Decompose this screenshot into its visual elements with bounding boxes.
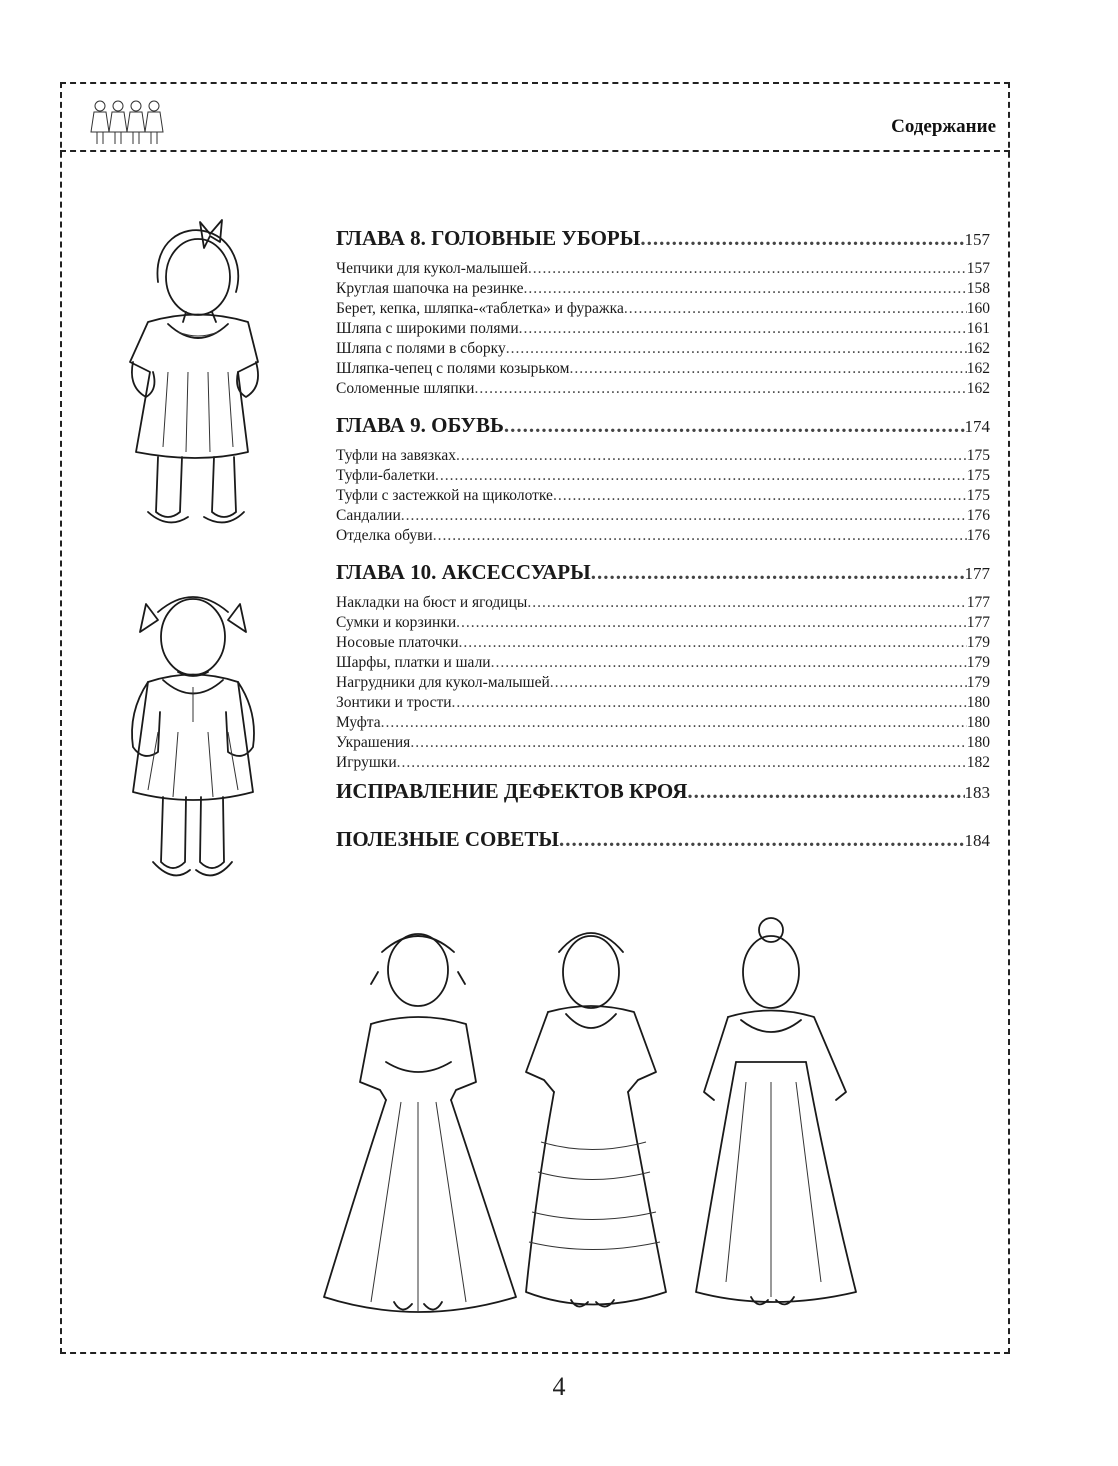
item-page: 180 bbox=[966, 694, 990, 711]
toc-defects[interactable] bbox=[336, 779, 990, 821]
toc-item[interactable] bbox=[336, 733, 990, 753]
toc-item[interactable] bbox=[336, 319, 990, 339]
item-page: 161 bbox=[966, 320, 990, 337]
section-page: 184 bbox=[964, 831, 990, 850]
item-title: Туфли с застежкой на щиколотке bbox=[336, 487, 553, 504]
item-page: 175 bbox=[966, 467, 990, 484]
toc-item[interactable] bbox=[336, 633, 990, 653]
section-title: ПОЛЕЗНЫЕ СОВЕТЫ bbox=[336, 827, 559, 851]
toc-item[interactable] bbox=[336, 259, 990, 279]
item-title: Игрушки bbox=[336, 754, 397, 771]
item-page: 162 bbox=[966, 360, 990, 377]
dolls-logo-icon bbox=[88, 98, 168, 150]
page-number: 4 bbox=[552, 1372, 566, 1401]
toc-item[interactable] bbox=[336, 279, 990, 299]
item-page: 179 bbox=[966, 634, 990, 651]
item-title: Сандалии bbox=[336, 507, 401, 524]
item-title: Муфта bbox=[336, 714, 381, 731]
item-title: Украшения bbox=[336, 734, 411, 751]
chapter-title: ГЛАВА 10. АКСЕССУАРЫ bbox=[336, 560, 591, 584]
toc-item[interactable] bbox=[336, 506, 990, 526]
item-page: 160 bbox=[966, 300, 990, 317]
item-page: 162 bbox=[966, 340, 990, 357]
item-page: 182 bbox=[966, 754, 990, 771]
item-page: 176 bbox=[966, 507, 990, 524]
item-page: 180 bbox=[966, 734, 990, 751]
toc-chapter-8[interactable] bbox=[336, 226, 990, 259]
three-dolls-illustration bbox=[316, 912, 876, 1332]
toc-item[interactable] bbox=[336, 466, 990, 486]
toc-item[interactable] bbox=[336, 359, 990, 379]
toc-item[interactable] bbox=[336, 299, 990, 319]
item-page: 175 bbox=[966, 487, 990, 504]
item-title: Нагрудники для кукол-малышей bbox=[336, 674, 550, 691]
chapter-title: ГЛАВА 8. ГОЛОВНЫЕ УБОРЫ bbox=[336, 226, 641, 250]
item-page: 175 bbox=[966, 447, 990, 464]
girl-doll-illustration bbox=[118, 582, 268, 912]
table-of-contents bbox=[336, 222, 990, 869]
header-divider bbox=[60, 150, 1010, 152]
toc-item[interactable] bbox=[336, 379, 990, 399]
item-page: 162 bbox=[966, 380, 990, 397]
toc-item[interactable] bbox=[336, 713, 990, 733]
item-title: Шарфы, платки и шали bbox=[336, 654, 491, 671]
item-title: Берет, кепка, шляпка-«таблетка» и фуражка bbox=[336, 300, 624, 317]
item-title: Шляпа с полями в сборку bbox=[336, 340, 506, 357]
item-title: Накладки на бюст и ягодицы bbox=[336, 594, 528, 611]
chapter-title: ГЛАВА 9. ОБУВЬ bbox=[336, 413, 504, 437]
toc-item[interactable] bbox=[336, 673, 990, 693]
section-title: ИСПРАВЛЕНИЕ ДЕФЕКТОВ КРОЯ bbox=[336, 779, 688, 803]
item-title: Шляпка-чепец с полями козырьком bbox=[336, 360, 570, 377]
item-title: Носовые платочки bbox=[336, 634, 459, 651]
toc-item[interactable] bbox=[336, 753, 990, 773]
item-title: Чепчики для кукол-малышей bbox=[336, 260, 528, 277]
toc-item[interactable] bbox=[336, 653, 990, 673]
toc-chapter-10[interactable] bbox=[336, 560, 990, 593]
item-page: 176 bbox=[966, 527, 990, 544]
item-page: 157 bbox=[966, 260, 990, 277]
item-title: Шляпа с широкими полями bbox=[336, 320, 519, 337]
toc-chapter-9[interactable] bbox=[336, 413, 990, 446]
toc-item[interactable] bbox=[336, 526, 990, 546]
section-page: 183 bbox=[964, 783, 990, 802]
doll-in-striped-gown bbox=[526, 933, 666, 1307]
item-title: Туфли на завязках bbox=[336, 447, 456, 464]
toc-item[interactable] bbox=[336, 446, 990, 466]
item-title: Туфли-балетки bbox=[336, 467, 436, 484]
item-page: 179 bbox=[966, 674, 990, 691]
item-page: 177 bbox=[966, 594, 990, 611]
toc-item[interactable] bbox=[336, 593, 990, 613]
toc-tips[interactable] bbox=[336, 827, 990, 869]
item-title: Отделка обуви bbox=[336, 527, 433, 544]
page-title: Содержание bbox=[891, 116, 996, 137]
item-title: Сумки и корзинки bbox=[336, 614, 457, 631]
toc-item[interactable] bbox=[336, 486, 990, 506]
item-title: Зонтики и трости bbox=[336, 694, 452, 711]
item-page: 180 bbox=[966, 714, 990, 731]
item-page: 158 bbox=[966, 280, 990, 297]
item-title: Соломенные шляпки bbox=[336, 380, 475, 397]
chapter-page: 174 bbox=[964, 417, 990, 436]
toc-item[interactable] bbox=[336, 613, 990, 633]
item-page: 177 bbox=[966, 614, 990, 631]
chapter-page: 177 bbox=[964, 564, 990, 583]
toc-item[interactable] bbox=[336, 339, 990, 359]
toddler-doll-illustration bbox=[108, 212, 278, 542]
doll-in-ball-gown bbox=[324, 934, 516, 1312]
chapter-page: 157 bbox=[964, 230, 990, 249]
item-page: 179 bbox=[966, 654, 990, 671]
toc-item[interactable] bbox=[336, 693, 990, 713]
doll-in-empire-gown bbox=[696, 918, 856, 1304]
item-title: Круглая шапочка на резинке bbox=[336, 280, 524, 297]
